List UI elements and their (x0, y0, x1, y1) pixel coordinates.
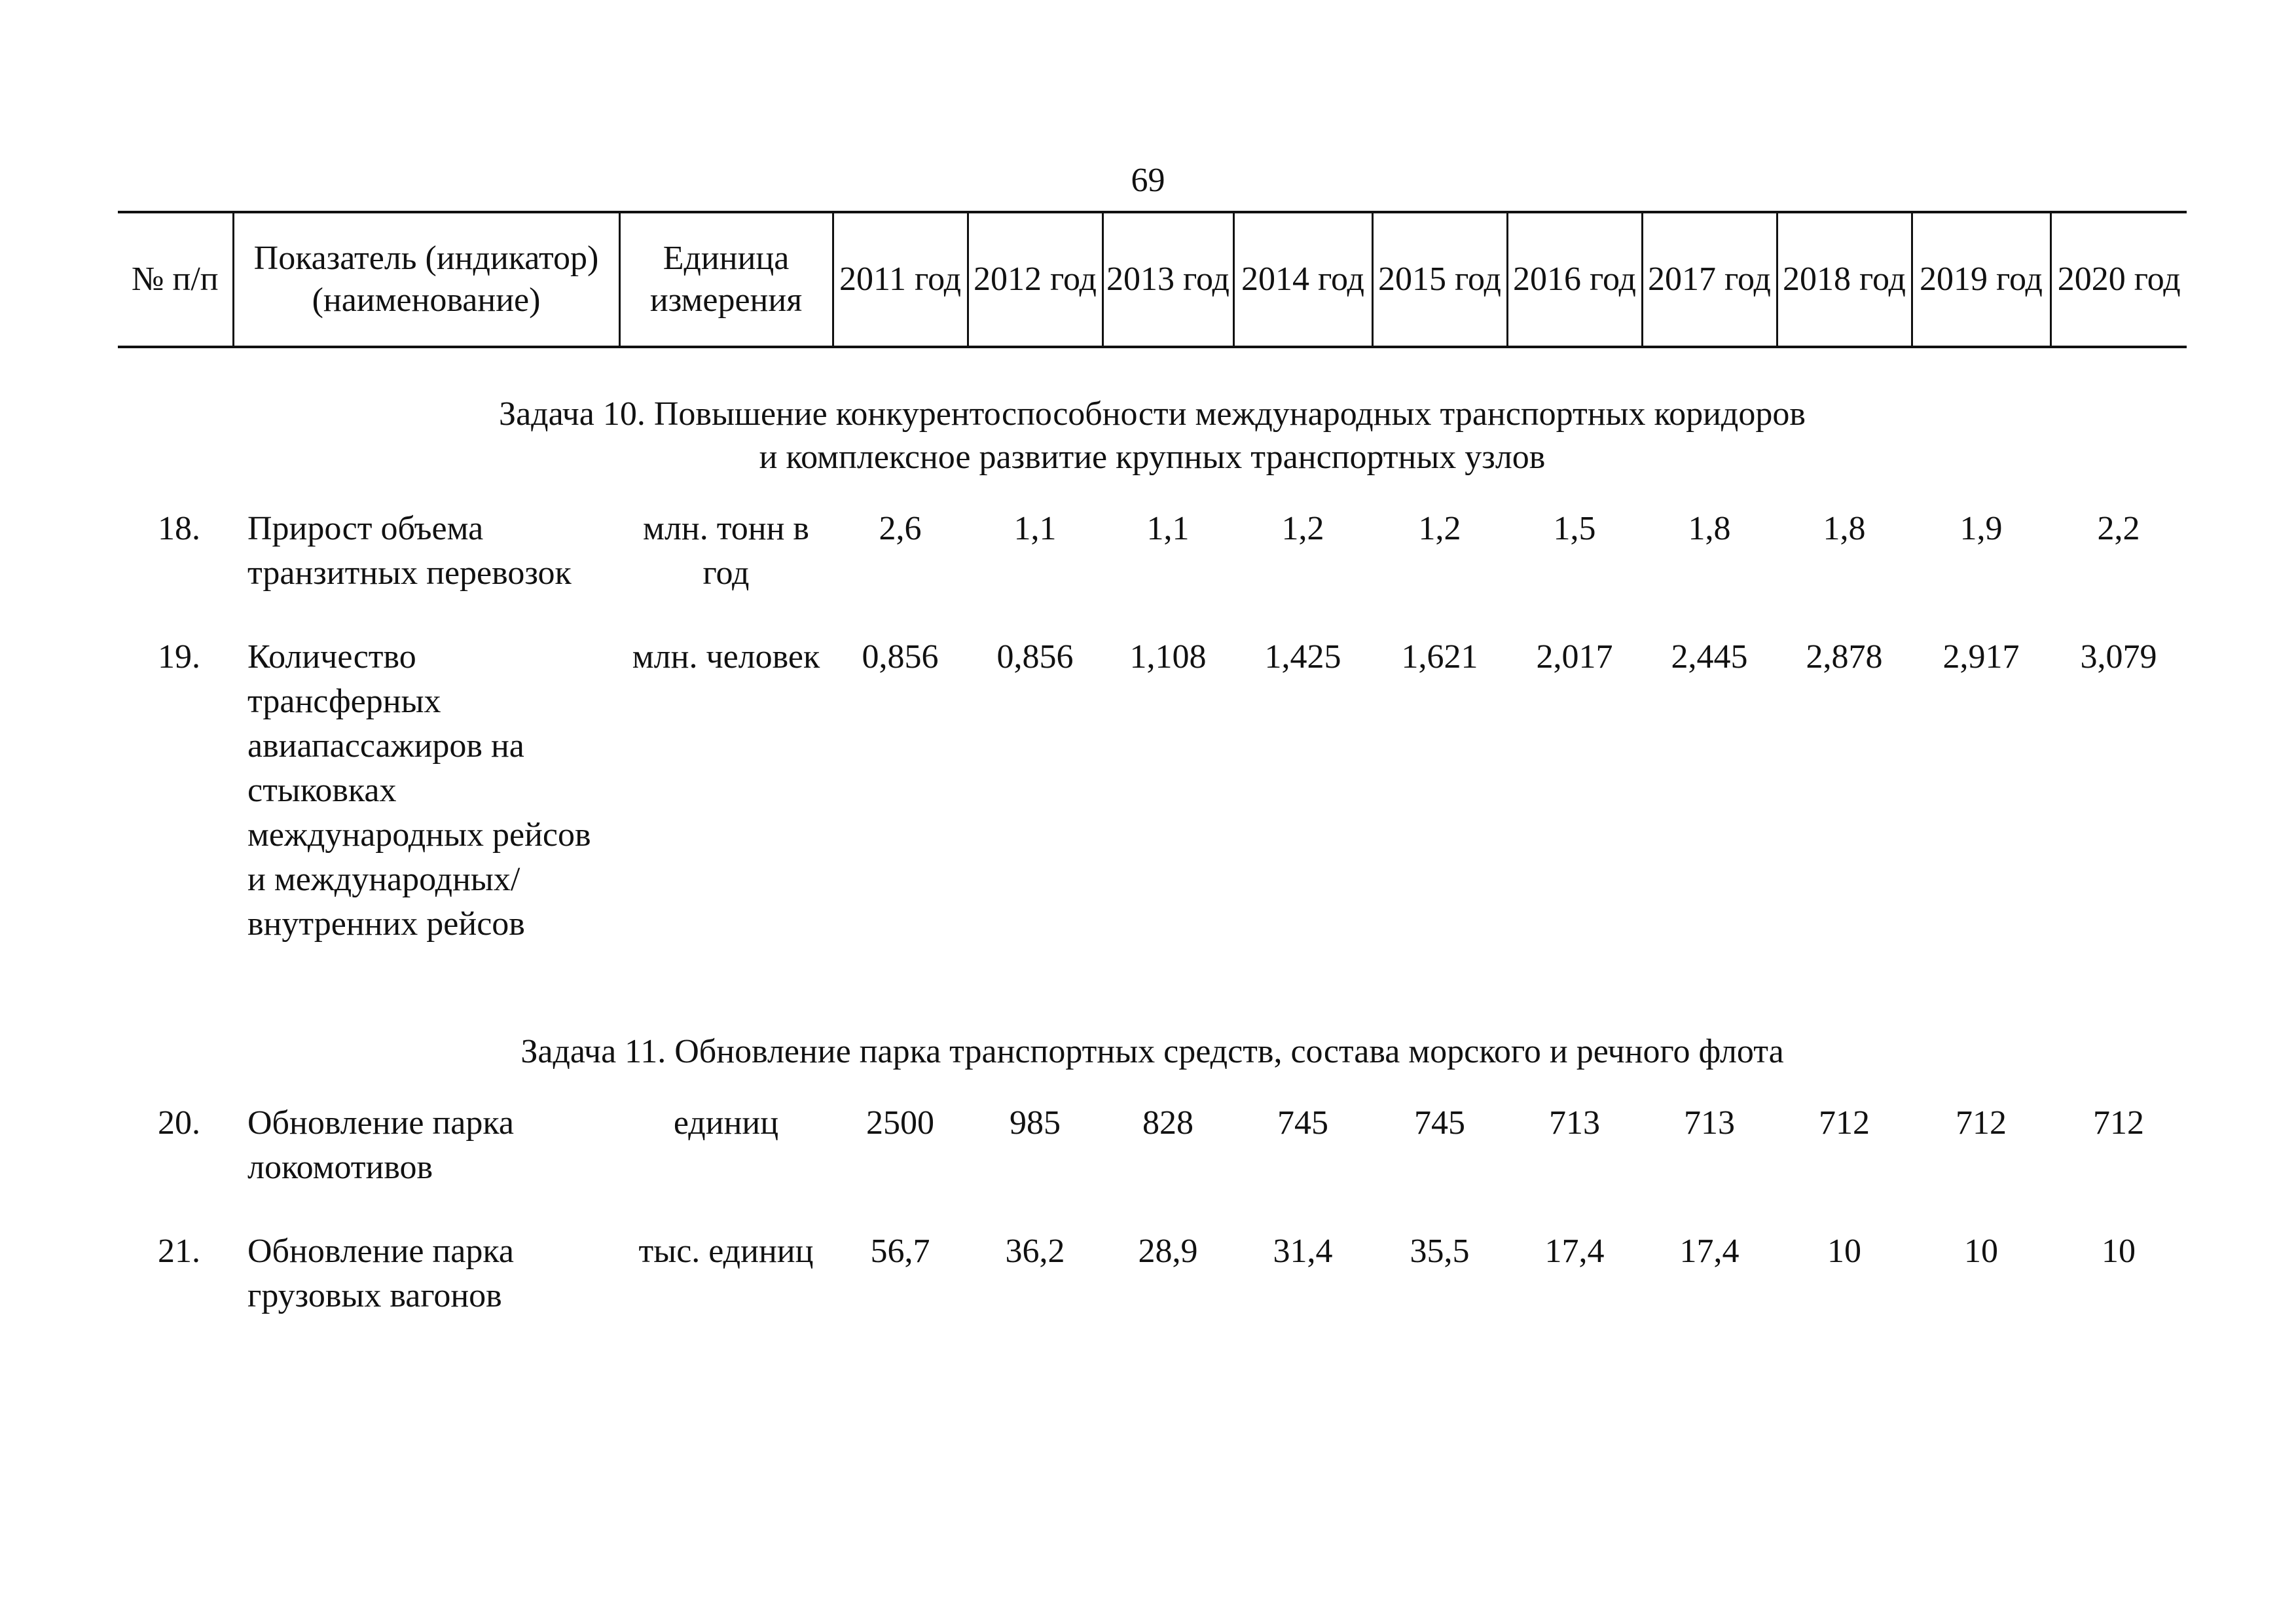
row-value: 1,5 (1553, 510, 1596, 547)
row-value: 2,6 (879, 510, 922, 547)
row-number: 21. (158, 1233, 200, 1270)
section-title-line1: Задача 10. Повышение конкурентоспособности международных транспортных коридоров (499, 395, 1806, 433)
row-value: 985 (1010, 1104, 1061, 1142)
indicator-table-container (118, 211, 2187, 1358)
row-value: 2,917 (1942, 638, 2020, 676)
row-value: 1,425 (1264, 638, 1341, 676)
header-year-2019: 2019 год (1912, 212, 2050, 347)
row-value: 10 (1827, 1233, 1861, 1270)
table-row (118, 635, 2187, 986)
row-value: 745 (1277, 1104, 1328, 1142)
row-value: 36,2 (1005, 1233, 1065, 1270)
row-unit: млн. человек (632, 638, 820, 676)
section-title-row (118, 986, 2187, 1101)
row-number: 19. (158, 638, 200, 676)
row-value: 1,8 (1688, 510, 1731, 547)
row-value: 0,856 (862, 638, 939, 676)
header-year-2014: 2014 год (1233, 212, 1372, 347)
row-value: 712 (1956, 1104, 2007, 1142)
row-value: 28,9 (1138, 1233, 1198, 1270)
section-title-row (118, 347, 2187, 507)
section-title (118, 347, 2187, 507)
row-value: 2,2 (2097, 510, 2140, 547)
row-value: 828 (1142, 1104, 1194, 1142)
table-row (118, 507, 2187, 635)
header-year-2012: 2012 год (968, 212, 1102, 347)
row-value: 2,017 (1536, 638, 1613, 676)
header-year-2017: 2017 год (1642, 212, 1777, 347)
row-value: 31,4 (1273, 1233, 1333, 1270)
row-value: 713 (1549, 1104, 1600, 1142)
header-year-2013: 2013 год (1102, 212, 1233, 347)
row-value: 713 (1684, 1104, 1735, 1142)
row-value: 10 (1964, 1233, 1998, 1270)
row-unit: млн. тонн в год (643, 510, 809, 592)
header-row (118, 212, 2187, 347)
section-title-line2: и комплексное развитие крупных транспортных узлов (759, 439, 1546, 476)
header-indicator (233, 212, 619, 347)
table-row (118, 1229, 2187, 1358)
page-number: 69 (1131, 162, 1165, 199)
row-unit: тыс. единиц (638, 1233, 814, 1270)
row-value: 3,079 (2080, 638, 2157, 676)
header-num (118, 212, 233, 347)
row-value: 10 (2102, 1233, 2136, 1270)
indicator-table (118, 211, 2187, 1358)
header-indicator-text: Показатель (индикатор) (наименование) (253, 240, 599, 319)
row-value: 2500 (866, 1104, 934, 1142)
row-indicator-name: Количество трансферных авиапассажиров на стыковках международных рейсов и международных/ внутренних рейсов (247, 638, 591, 943)
row-value: 1,2 (1418, 510, 1461, 547)
row-value: 56,7 (870, 1233, 930, 1270)
row-value: 1,1 (1013, 510, 1057, 547)
row-value: 1,9 (1959, 510, 2003, 547)
row-value: 2,878 (1806, 638, 1883, 676)
row-value: 17,4 (1544, 1233, 1605, 1270)
row-unit: единиц (673, 1104, 779, 1142)
header-year-2016: 2016 год (1507, 212, 1642, 347)
row-value: 712 (2093, 1104, 2144, 1142)
row-value: 0,856 (996, 638, 1074, 676)
row-number: 18. (158, 510, 200, 547)
header-unit-text: Единица измерения (649, 240, 803, 319)
row-value: 1,621 (1401, 638, 1478, 676)
header-year-2020: 2020 год (2050, 212, 2187, 347)
header-unit (619, 212, 833, 347)
row-value: 1,1 (1146, 510, 1190, 547)
row-indicator-name: Прирост объема транзитных перевозок (247, 510, 572, 592)
row-indicator-name: Обновление парка локомотивов (247, 1104, 514, 1186)
row-value: 1,8 (1823, 510, 1866, 547)
section-title (118, 986, 2187, 1101)
row-value: 35,5 (1410, 1233, 1470, 1270)
row-value: 1,2 (1281, 510, 1324, 547)
table-row (118, 1101, 2187, 1229)
header-year-2011: 2011 год (833, 212, 968, 347)
row-value: 745 (1414, 1104, 1465, 1142)
row-value: 1,108 (1129, 638, 1207, 676)
header-year-2015: 2015 год (1372, 212, 1507, 347)
header-year-2018: 2018 год (1777, 212, 1912, 347)
row-indicator-name: Обновление парка грузовых вагонов (247, 1233, 514, 1314)
row-value: 712 (1819, 1104, 1870, 1142)
row-number: 20. (158, 1104, 200, 1142)
row-value: 17,4 (1679, 1233, 1740, 1270)
section-title-line1: Задача 11. Обновление парка транспортных средств, состава морского и речного флота (520, 1033, 1784, 1070)
header-num-text: № п/п (131, 261, 219, 298)
row-value: 2,445 (1671, 638, 1748, 676)
